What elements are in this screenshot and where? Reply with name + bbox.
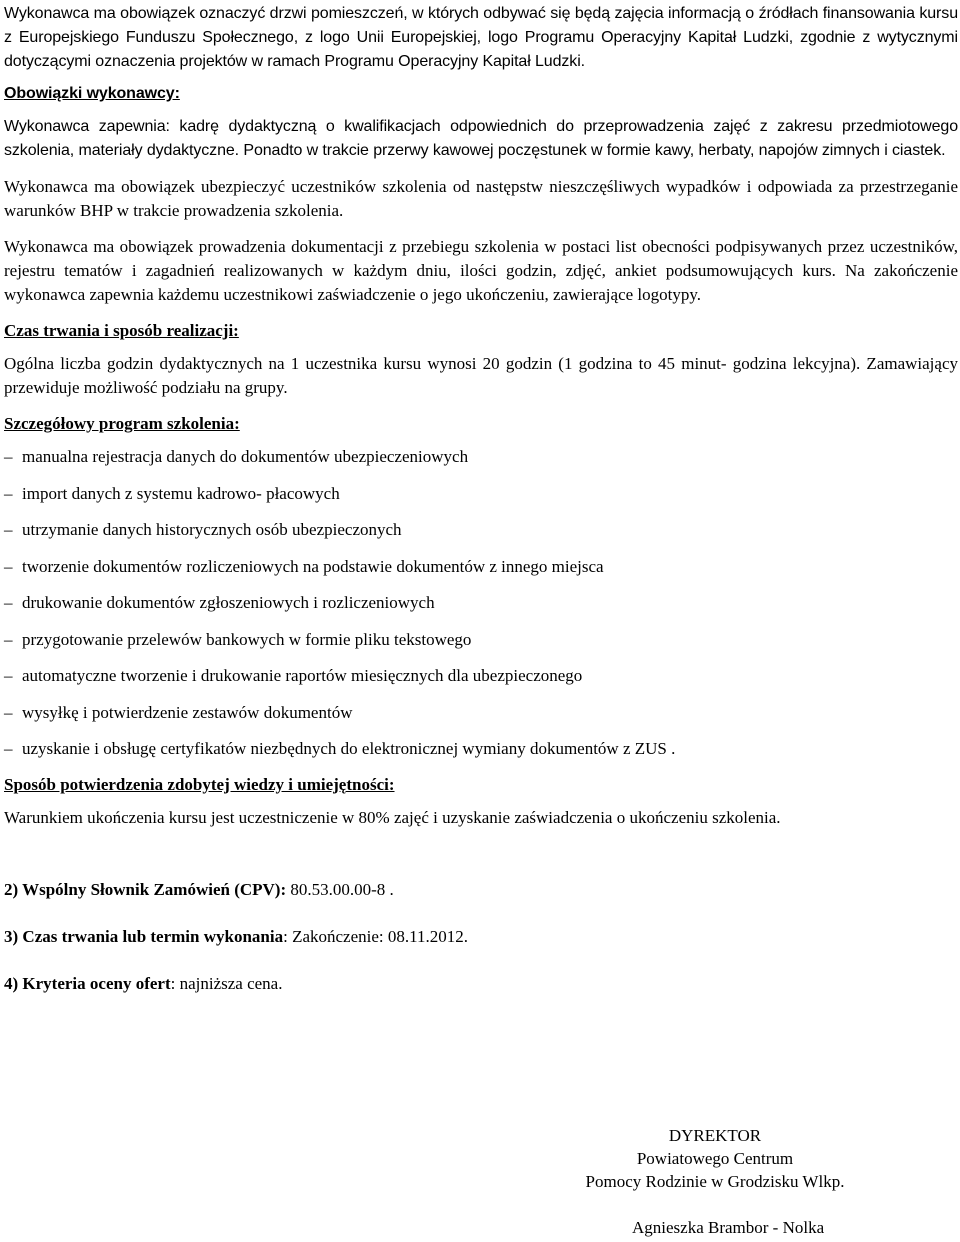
- program-item: [4, 591, 958, 628]
- confirmation-heading: Sposób potwierdzenia zdobytej wiedzy i umiejętności:: [4, 775, 395, 794]
- dash-bullet: –: [4, 447, 13, 466]
- program-item: [4, 737, 958, 765]
- cpv-line: [4, 878, 958, 902]
- program-item-text: drukowanie dokumentów zgłoszeniowych i rozliczeniowych: [22, 593, 435, 612]
- program-list: [4, 445, 958, 765]
- criteria-line: [4, 972, 958, 996]
- signature-block: [560, 1124, 870, 1193]
- program-item: [4, 664, 958, 701]
- deadline-line: [4, 925, 958, 949]
- program-item-text: uzyskanie i obsługę certyfikatów niezbędnych do elektronicznej wymiany dokumentów z ZUS .: [22, 739, 676, 758]
- dash-bullet: –: [4, 593, 13, 612]
- program-item-text: przygotowanie przelewów bankowych w formie pliku tekstowego: [22, 629, 472, 649]
- program-item: [4, 701, 958, 738]
- dash-bullet: –: [4, 739, 13, 758]
- deadline-value: : Zakończenie: 08.11.2012.: [283, 927, 469, 946]
- dash-bullet: –: [4, 666, 13, 685]
- criteria-value: : najniższa cena.: [170, 974, 283, 993]
- duration-heading: Czas trwania i sposób realizacji:: [4, 321, 239, 340]
- dash-bullet: –: [4, 702, 13, 722]
- deadline-label: 3) Czas trwania lub termin wykonania: [4, 927, 284, 946]
- document-page: [4, 2, 958, 996]
- program-item: [4, 518, 958, 555]
- signature-org-line-2: Pomocy Rodzinie w Grodzisku Wlkp.: [585, 1172, 845, 1191]
- obligations-paragraph-1: Wykonawca zapewnia: kadrę dydaktyczną o kwalifikacjach odpowiednich do przeprowadzenia zajęć z zakresu przedmiotowego szkolenia, materiały dydaktyczne. Ponadto w trakcie przerwy kawowej poczęstunek w formie kawy, herbaty, napojów zimnych i ciastek.: [4, 118, 958, 159]
- program-heading: Szczegółowy program szkolenia:: [4, 414, 240, 433]
- dash-bullet: –: [4, 520, 13, 539]
- signature-name: Agnieszka Brambor - Nolka: [632, 1218, 825, 1237]
- confirmation-paragraph: Warunkiem ukończenia kursu jest uczestniczenie w 80% zajęć i uzyskanie zaświadczenia o ukończeniu szkolenia.: [4, 808, 781, 827]
- signature-org-line-1: Powiatowego Centrum: [636, 1149, 794, 1168]
- program-item: [4, 482, 958, 519]
- cpv-label: 2) Wspólny Słownik Zamówień (CPV):: [4, 880, 287, 899]
- duration-paragraph: Ogólna liczba godzin dydaktycznych na 1 uczestnika kursu wynosi 20 godzin (1 godzina to 45 minut- godzina lekcyjna). Zamawiający przewiduje możliwość podziału na grupy.: [4, 354, 958, 397]
- program-item-text: import danych z systemu kadrowo- płacowych: [22, 483, 340, 503]
- obligations-heading: Obowiązki wykonawcy:: [4, 85, 180, 102]
- dash-bullet: –: [4, 629, 13, 649]
- program-item: [4, 445, 958, 482]
- obligations-paragraph-3: Wykonawca ma obowiązek prowadzenia dokumentacji z przebiegu szkolenia w postaci list obecności podpisywanych przez uczestników, rejestru tematów i zagadnień realizowanych w każdym dniu, ilości godzin, zdjęć, ankiet podsumowujących kurs. Na zakończenie wykonawca zapewnia każdemu uczestnikowi zaświadczenie o jego ukończeniu, zawierające logotypy.: [4, 237, 958, 304]
- signature-title: DYREKTOR: [668, 1126, 762, 1145]
- program-item-text: manualna rejestracja danych do dokumentów ubezpieczeniowych: [22, 447, 469, 466]
- program-item-text: utrzymanie danych historycznych osób ubezpieczonych: [22, 520, 402, 539]
- cpv-value: 80.53.00.00-8 .: [286, 880, 394, 899]
- program-item: [4, 555, 958, 592]
- intro-paragraph: Wykonawca ma obowiązek oznaczyć drzwi pomieszczeń, w których odbywać się będą zajęcia informacją o źródłach finansowania kursu z Europejskiego Funduszu Społecznego, z logo Unii Europejskiej, logo Programu Operacyjny Kapitał Ludzki, zgodnie z wytycznymi dotyczącymi oznaczenia projektów w ramach Programu Operacyjny Kapitał Ludzki.: [4, 5, 958, 70]
- program-item-text: tworzenie dokumentów rozliczeniowych na podstawie dokumentów z innego miejsca: [22, 556, 604, 576]
- program-item-text: wysyłkę i potwierdzenie zestawów dokumentów: [22, 702, 353, 722]
- criteria-label: 4) Kryteria oceny ofert: [4, 974, 171, 993]
- program-item: [4, 628, 958, 665]
- program-item-text: automatyczne tworzenie i drukowanie raportów miesięcznych dla ubezpieczonego: [22, 666, 583, 685]
- obligations-paragraph-2: Wykonawca ma obowiązek ubezpieczyć uczestników szkolenia od następstw nieszczęśliwych wypadków i odpowiada za przestrzeganie warunków BHP w trakcie prowadzenia szkolenia.: [4, 177, 958, 220]
- dash-bullet: –: [4, 483, 13, 503]
- dash-bullet: –: [4, 556, 13, 576]
